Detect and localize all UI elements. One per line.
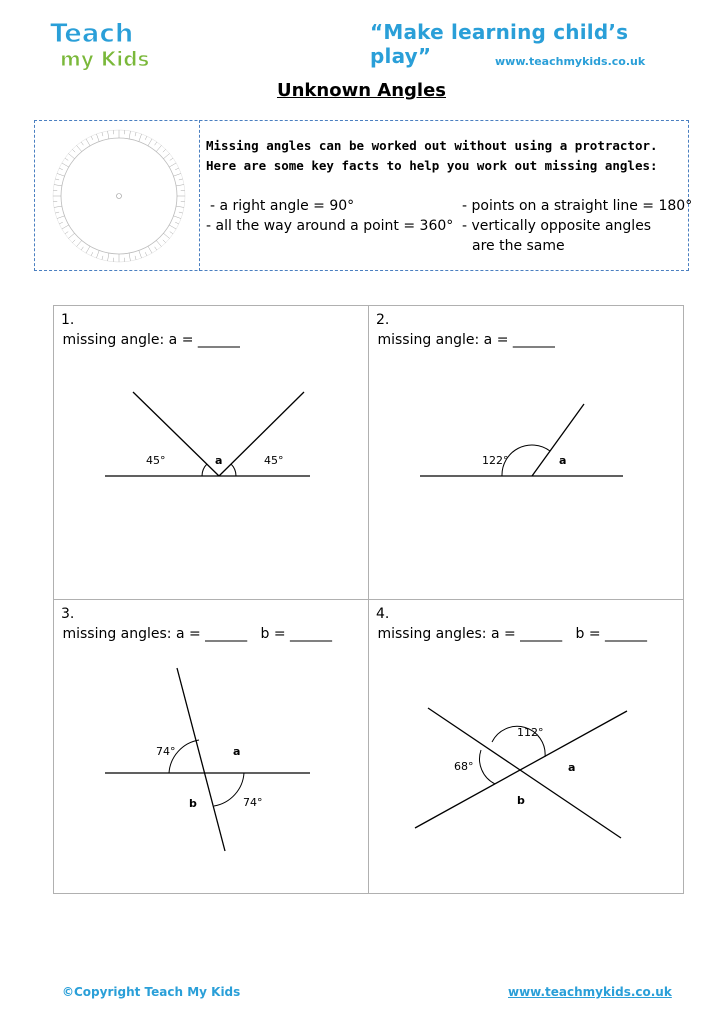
q4-label-a: a: [568, 761, 576, 774]
q1-label-left: 45°: [146, 454, 166, 467]
q2-ray: [532, 404, 584, 476]
q3-label-top: 74°: [156, 745, 176, 758]
fact-vertically-opposite: - vertically opposite angles: [462, 218, 652, 234]
fact-around-point: - all the way around a point = 360°: [206, 218, 454, 234]
logo-text-mykids: my Kids: [60, 47, 150, 71]
question-2-prompt: missing angle: a = ______: [373, 332, 555, 348]
logo-text-teach: Teach: [50, 19, 134, 49]
teach-my-kids-logo: [44, 14, 164, 74]
slogan: “Make learning child’s play”: [370, 20, 629, 68]
question-4-diagram: [410, 700, 635, 845]
question-4-prompt: missing angles: a = ______ b = ______: [373, 626, 648, 642]
question-1-diagram: [100, 385, 315, 485]
q4-label-top: 112°: [517, 726, 544, 739]
q3-label-a: a: [233, 745, 241, 758]
website-link-top[interactable]: www.teachmykids.co.uk: [495, 55, 646, 68]
q4-left-arc: [480, 750, 495, 784]
q3-bottom-arc: [214, 773, 244, 806]
q1-right-arc: [231, 464, 236, 476]
info-intro-line-1: Missing angles can be worked out without using a protractor.: [206, 138, 658, 153]
question-3-diagram: [100, 665, 315, 855]
page-title: Unknown Angles: [276, 80, 446, 101]
question-4-number: 4.: [376, 606, 390, 622]
fact-vertically-opposite-cont: are the same: [472, 238, 565, 254]
fact-straight-line: - points on a straight line = 180°: [462, 198, 693, 214]
q4-label-b: b: [517, 794, 525, 807]
info-intro-line-2: Here are some key facts to help you work out missing angles:: [206, 158, 658, 173]
q2-label-given: 122°: [482, 454, 509, 467]
q1-label-right: 45°: [264, 454, 284, 467]
q4-label-left: 68°: [454, 760, 474, 773]
info-box-divider: [199, 120, 200, 271]
question-3-number: 3.: [61, 606, 75, 622]
protractor-icon: [46, 123, 192, 269]
question-1-number: 1.: [61, 312, 75, 328]
q2-label-a: a: [559, 454, 567, 467]
q1-right-ray: [219, 392, 304, 476]
copyright-text: ©Copyright Teach My Kids: [62, 985, 241, 999]
q1-left-arc: [202, 464, 207, 476]
question-1-prompt: missing angle: a = ______: [58, 332, 240, 348]
website-link-bottom[interactable]: www.teachmykids.co.uk: [508, 985, 672, 999]
q1-label-a: a: [215, 454, 223, 467]
question-3-prompt: missing angles: a = ______ b = ______: [58, 626, 333, 642]
q3-transversal: [177, 668, 225, 851]
q3-label-bottom: 74°: [243, 796, 263, 809]
q3-label-b: b: [189, 797, 197, 810]
fact-right-angle: - a right angle = 90°: [210, 198, 355, 214]
question-2-number: 2.: [376, 312, 390, 328]
question-2-diagram: [415, 400, 630, 485]
grid-horizontal-divider: [53, 599, 684, 600]
